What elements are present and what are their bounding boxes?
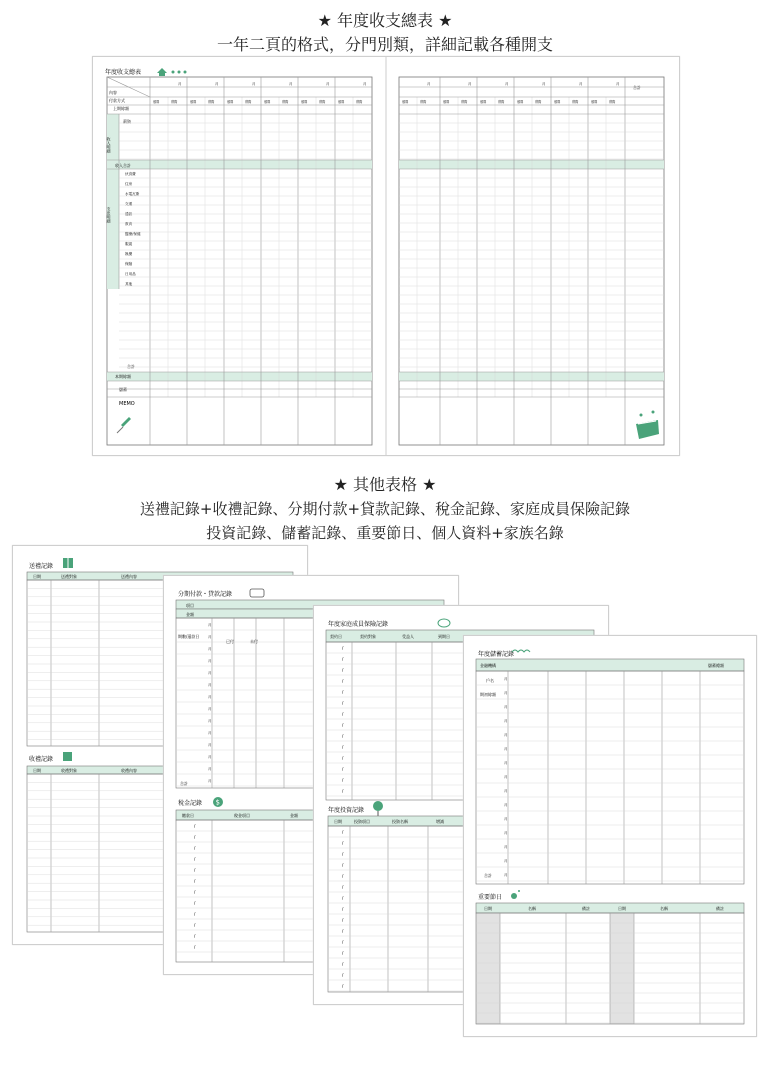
slash-mark: / [194,922,196,928]
budget-label: 預算 [591,100,598,104]
invest-title: 年度投資記錄 [328,807,365,814]
holiday-name: 名稱 [528,906,536,911]
installment-period: 期數/還款日 [178,634,200,639]
month-mark: 月 [208,647,212,651]
insurance-insured: 受益人 [402,634,414,639]
month-mark: 月 [208,731,212,735]
month-mark: 月 [208,779,212,783]
slash-mark: / [342,667,344,673]
savings-bank: 金融機構 [480,663,496,668]
slash-mark: / [342,722,344,728]
slash-mark: / [342,840,344,846]
month-label: 月 [427,82,431,86]
gift-item-receive: 收禮內容 [121,768,137,773]
expense-category-label: 交通 [125,202,133,206]
budget-label: 預算 [338,100,345,104]
slash-mark: / [342,755,344,761]
month-mark: 月 [208,671,212,675]
slash-mark: / [342,906,344,912]
installment-paid: 已付 [226,639,234,644]
expense-category-label: 伙食費 [125,172,136,176]
gift-date-header: 日期 [33,574,41,579]
savings-sheet [463,635,757,1037]
expense-category-label: 醫療/保健 [125,232,141,236]
savings-title: 年度儲蓄記錄 [478,651,515,658]
gift-send-title: 送禮記錄 [29,563,54,570]
month-mark: 月 [208,707,212,711]
month-label: 月 [468,82,472,86]
budget-label: 預算 [153,100,160,104]
section1-title: ★ 年度收支總表 ★ [317,11,453,30]
insurance-title: 年度家庭成員保險記錄 [328,621,389,628]
holiday-date-2: 日期 [618,906,626,911]
slash-mark: / [342,939,344,945]
actual-label: 實際 [420,100,427,104]
month-label: 月 [252,82,256,86]
slash-mark: / [342,884,344,890]
slash-mark: / [342,689,344,695]
expense-category-label: 日用品 [125,272,136,276]
holiday-note: 備註 [582,906,590,911]
slash-mark: / [342,700,344,706]
invest-date: 日期 [334,819,342,824]
month-label: 月 [326,82,330,86]
expense-group: 支出明細 [106,207,112,223]
gift-item-send: 送禮內容 [121,574,137,579]
budget-label: 預算 [443,100,450,104]
month-mark: 月 [504,691,508,695]
annual-title: 年度收支總表 [105,69,142,76]
month-mark: 月 [208,755,212,759]
budget-label: 預算 [517,100,524,104]
bag-icon [63,752,72,761]
income-group: 收入明細 [106,137,112,153]
slash-mark: / [194,878,196,884]
installment-total: 合計 [180,781,188,786]
tax-title: 稅金記錄 [178,800,203,807]
expense-category-label: 住房 [125,182,133,186]
budget-label: 預算 [480,100,487,104]
annual-spread-svg [93,57,679,455]
gift-date-header-2: 日期 [33,768,41,773]
slash-mark: / [342,711,344,717]
month-label: 月 [363,82,367,86]
slash-mark: / [342,972,344,978]
holiday-grid [476,913,744,1024]
installment-unpaid: 未付 [250,639,258,644]
budget-label: 預算 [402,100,409,104]
savings-grid [476,671,744,884]
gift-receive-title: 收禮記錄 [29,756,54,763]
expense-category-label: 通訊 [125,212,133,216]
insurance-start: 契約日 [330,634,342,639]
month-label: 月 [542,82,546,86]
right-total-label: 合計 [633,85,641,90]
invest-change: 增減 [436,819,444,824]
memo-label: MEMO [119,401,135,407]
month-mark: 月 [504,789,508,793]
holiday-date: 日期 [484,906,492,911]
actual-label: 實際 [498,100,505,104]
month-mark: 月 [504,719,508,723]
pay-method: 付款方式 [109,98,125,103]
annual-right-grid [399,77,664,445]
actual-label: 實際 [461,100,468,104]
slash-mark: / [194,834,196,840]
month-label: 月 [178,82,182,86]
actual-label: 實際 [282,100,289,104]
slash-mark: / [342,656,344,662]
section2-line1: 送禮記錄+收禮記錄、分期付款+貸款記錄、稅金記錄、家庭成員保險記錄 [139,500,631,518]
month-mark: 月 [504,873,508,877]
annual-left-page [105,68,372,445]
expense-category-label: 教育 [125,222,133,226]
installment-item: 項目 [186,603,194,608]
slash-mark: / [194,823,196,829]
actual-label: 實際 [245,100,252,104]
month-mark: 月 [504,859,508,863]
svg-text:$: $ [215,798,220,807]
budget-label: 預算 [227,100,234,104]
slash-mark: / [342,917,344,923]
slash-mark: / [342,862,344,868]
budget-label: 預算 [554,100,561,104]
slash-mark: / [194,933,196,939]
budget-label: 預算 [301,100,308,104]
month-mark: 月 [208,635,212,639]
slash-mark: / [194,856,196,862]
month-mark: 月 [208,683,212,687]
actual-label: 實際 [356,100,363,104]
gift-target-send: 送禮對象 [61,574,77,579]
total-label: 合計 [127,364,135,369]
tree-icon [373,801,383,816]
table-frame [476,671,744,884]
ribbon-icon [512,650,530,652]
month-mark: 月 [208,743,212,747]
savings-sheet-svg [464,636,756,1036]
invest-item: 投資項目 [354,819,370,824]
slash-mark: / [194,867,196,873]
savings-total: 合計 [484,873,492,878]
month-mark: 月 [504,803,508,807]
month-mark: 月 [504,845,508,849]
month-mark: 月 [504,733,508,737]
actual-label: 實際 [535,100,542,104]
slash-mark: / [342,777,344,783]
savings-account: 戶名 [486,678,494,683]
slash-mark: / [342,678,344,684]
slash-mark: / [194,911,196,917]
section1-subtitle: 一年二頁的格式，分門別類，詳細記載各種開支 [216,35,553,54]
dollar-icon [213,797,223,807]
holiday-title: 重要節日 [478,894,503,901]
month-mark: 月 [504,747,508,751]
income-total: 收入合計 [115,163,131,168]
holiday-date-column [476,913,500,1024]
actual-label: 實際 [208,100,215,104]
flower-icon [511,890,520,899]
expense-categories [125,171,141,286]
expense-category-label: 其他 [125,282,133,286]
actual-label: 實際 [572,100,579,104]
slash-mark: / [194,944,196,950]
section2-line2: 投資記錄、儲蓄記錄、重要節日、個人資料+家族名錄 [206,524,564,542]
slash-mark: / [342,744,344,750]
slash-mark: / [342,928,344,934]
section2-title: ★ 其他表格 ★ [333,475,437,494]
actual-label: 實際 [319,100,326,104]
actual-label: 實際 [171,100,178,104]
month-mark: 月 [504,761,508,765]
month-mark: 月 [504,831,508,835]
salary-label: 薪資 [123,119,131,124]
prev-balance: 上期餘額 [113,106,129,111]
installment-title: 分期付款・貸款記錄 [178,591,233,598]
slash-mark: / [342,851,344,857]
savings-label: 儲蓄 [119,387,127,392]
slash-mark: / [194,900,196,906]
month-label: 月 [616,82,620,86]
budget-label: 預算 [264,100,271,104]
month-label: 月 [215,82,219,86]
savings-goal: 儲蓄總額 [708,663,724,668]
net-label: 本期餘額 [115,374,131,379]
slash-mark: / [342,961,344,967]
month-label: 月 [505,82,509,86]
expense-category-label: 服裝 [125,242,133,246]
slash-mark: / [194,889,196,895]
pen-icon [117,417,131,433]
expense-category-label: 水電瓦斯 [125,192,140,196]
annual-spread [92,56,680,456]
expense-category-label: 娛樂 [125,252,133,256]
slash-mark: / [342,829,344,835]
insurance-due: 到期日 [438,634,450,639]
card-icon [250,589,264,597]
budget-label: 預算 [190,100,197,104]
month-label: 月 [289,82,293,86]
month-mark: 月 [208,719,212,723]
slash-mark: / [194,845,196,851]
month-label: 月 [579,82,583,86]
expense-category-label: 保險 [125,262,133,266]
slash-mark: / [342,950,344,956]
house-icon [157,68,187,76]
insurance-policy: 契約對象 [360,634,376,639]
umbrella-icon [438,619,450,627]
holiday-note-2: 備註 [716,906,724,911]
holiday-name-2: 名稱 [660,906,668,911]
installment-amount: 金額 [186,612,194,617]
slash-mark: / [342,873,344,879]
month-mark: 月 [504,705,508,709]
month-mark: 月 [504,817,508,821]
annual-right-page [399,77,664,445]
slash-mark: / [342,983,344,989]
savings-init: 期初餘額 [480,692,496,697]
month-mark: 月 [208,767,212,771]
gift-target-receive: 收禮對象 [61,768,77,773]
holiday-date-column [610,913,634,1024]
slash-mark: / [342,788,344,794]
slash-mark: / [342,733,344,739]
tax-pay-date: 繳款日 [182,813,194,818]
invest-name: 投資名稱 [392,819,408,824]
slash-mark: / [342,895,344,901]
month-mark: 月 [208,623,212,627]
item-header: 內容 [109,90,117,95]
month-mark: 月 [504,775,508,779]
annual-left-grid [107,77,372,445]
gift-icon [63,558,73,568]
tax-item: 稅金項目 [234,813,250,818]
month-mark: 月 [208,695,212,699]
gift-box-icon [636,411,659,440]
month-mark: 月 [208,659,212,663]
slash-mark: / [342,645,344,651]
slash-mark: / [342,766,344,772]
month-mark: 月 [504,677,508,681]
tax-amount: 金額 [290,813,298,818]
actual-label: 實際 [609,100,616,104]
